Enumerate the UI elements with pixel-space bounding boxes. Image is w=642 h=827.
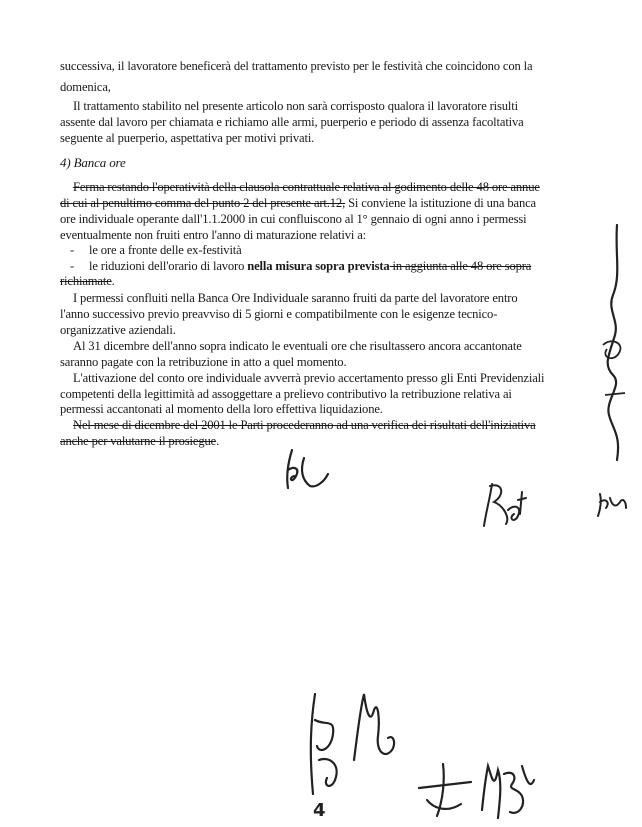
struck-text: in aggiunta alle 48 ore sopra [389, 259, 532, 273]
paragraph-line [60, 196, 536, 211]
paragraph-line: organizzative aziendali. [60, 323, 176, 337]
paragraph-line: domenica, [60, 80, 111, 94]
struck-text: di cui al penultimo comma del punto 2 del presente art.12, [60, 196, 346, 210]
paragraph-line: I permessi confluiti nella Banca Ore Individuale saranno fruiti da parte del lavoratore entro [73, 291, 518, 305]
signature-mark [350, 690, 400, 770]
paragraph-line: seguente al puerperio, aspettativa per motivi privati. [60, 131, 315, 145]
paragraph-text: Si conviene la istituzione di una banca [345, 196, 536, 210]
bullet-dash: - [70, 259, 75, 273]
signature-mark [415, 760, 475, 820]
bullet-dash: - [70, 243, 75, 257]
margin-signature [595, 225, 635, 465]
paragraph-line: competenti della legittimità ad assoggettare a prelievo contributivo la retribuzione relativa ai [60, 387, 512, 401]
page-number: 4 [313, 800, 326, 821]
struck-text: richiamate [60, 274, 112, 288]
bullet-item [89, 259, 531, 274]
signature-mark [478, 760, 538, 825]
signature-mark [596, 488, 630, 518]
signature-mark [305, 690, 350, 800]
paragraph-line: Il trattamento stabilito nel presente articolo non sarà corrisposto qualora il lavoratore risulti [73, 99, 518, 113]
bullet-item: le ore a fronte delle ex-festività [89, 243, 242, 257]
bold-text: nella misura sopra prevista [247, 259, 390, 273]
paragraph-line: L'attivazione del conto ore individuale avverrà previo accertamento presso gli Enti Previdenziali [73, 371, 545, 385]
section-heading: 4) Banca ore [60, 155, 126, 170]
paragraph-line: ore individuale operante dall'1.1.2000 in cui confluiscono al 1° gennaio di ogni anno i permessi [60, 212, 527, 226]
paragraph-line: eventualmente non fruiti entro l'anno di maturazione relativi a: [60, 228, 367, 242]
paragraph-line: permessi accantonati al momento della loro effettiva liquidazione. [60, 402, 383, 416]
paragraph-line: Al 31 dicembre dell'anno sopra indicato le eventuali ore che risultassero ancora accantonate [73, 339, 522, 353]
signature-mark [480, 480, 530, 530]
paragraph-text: . [216, 434, 220, 448]
bullet-text: le riduzioni dell'orario di lavoro [89, 259, 248, 273]
paragraph-line: assente dal lavoro per chiamata e richiamo alle armi, puerperio e periodo di assenza facoltativa [60, 115, 524, 129]
paragraph-line: saranno pagate con la retribuzione in atto a quel momento. [60, 355, 347, 369]
paragraph-line [60, 434, 219, 449]
struck-text-line: Nel mese di dicembre del 2001 le Parti procederanno ad una verifica dei risultati dell'iniziativa [73, 418, 536, 432]
struck-text-line: Ferma restando l'operatività della clausola contrattuale relativa al godimento delle 48 ore annue [73, 180, 540, 194]
paragraph-text: . [111, 274, 115, 288]
paragraph-line: successiva, il lavoratore beneficerà del trattamento previsto per le festività che coincidono con la [60, 59, 533, 73]
signature-mark [282, 448, 332, 493]
paragraph-line [60, 274, 115, 289]
paragraph-line: l'anno successivo previo preavviso di 5 giorni e compatibilmente con le esigenze tecnico- [60, 307, 498, 321]
struck-text: anche per valutarne il prosiegue [60, 434, 217, 448]
